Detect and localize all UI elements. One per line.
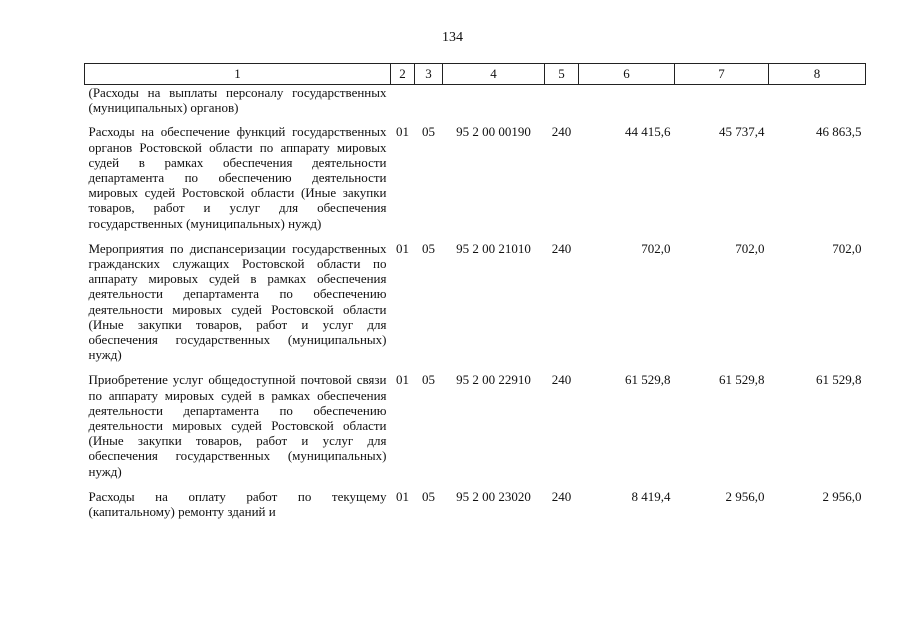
column-header-2: 2 — [391, 64, 415, 85]
row-target-code: 95 2 00 23020 — [456, 488, 531, 504]
table-row — [85, 85, 866, 123]
row-amount-col8: 702,0 — [832, 240, 862, 256]
row-section: 01 — [396, 240, 409, 256]
row-expense-type: 240 — [551, 372, 572, 388]
row-amount-col6: 8 419,4 — [631, 488, 671, 504]
row-amount-col8: 61 529,8 — [816, 372, 862, 388]
column-header-7: 7 — [675, 64, 769, 85]
row-section: 01 — [396, 488, 409, 504]
row-target-code: 95 2 00 22910 — [456, 372, 531, 388]
row-subsection: 05 — [422, 488, 435, 504]
row-amount-col7: 2 956,0 — [725, 488, 765, 504]
column-header-4: 4 — [443, 64, 545, 85]
row-expense-type: 240 — [551, 124, 572, 140]
row-target-code: 95 2 00 00190 — [456, 124, 531, 140]
column-header-5: 5 — [545, 64, 579, 85]
budget-table — [84, 63, 866, 527]
row-amount-col8: 2 956,0 — [822, 488, 862, 504]
row-amount-col6 — [579, 85, 675, 123]
row-amount-col7: 61 529,8 — [719, 372, 765, 388]
page-number: 134 — [442, 30, 463, 45]
row-section: 01 — [396, 372, 409, 388]
table-header-row — [85, 64, 866, 85]
row-amount-col7: 702,0 — [735, 240, 765, 256]
row-subsection: 05 — [422, 372, 435, 388]
table-row — [85, 122, 866, 238]
row-section: 01 — [396, 124, 409, 140]
row-amount-col7: 45 737,4 — [719, 124, 765, 140]
row-amount-col6: 702,0 — [641, 240, 671, 256]
column-header-1: 1 — [85, 64, 391, 85]
row-subsection: 05 — [422, 240, 435, 256]
row-amount-col6: 44 415,6 — [625, 124, 671, 140]
row-expense-type — [545, 85, 579, 123]
row-target-code: 95 2 00 21010 — [456, 240, 531, 256]
row-subsection: 05 — [422, 124, 435, 140]
column-header-6: 6 — [579, 64, 675, 85]
row-expense-type: 240 — [551, 488, 572, 504]
row-amount-col7 — [675, 85, 769, 123]
row-description: Мероприятия по диспансеризации государственных гражданских служащих Ростовской области по аппарату мировых судей в рамках обеспечения деятельности департамента по обеспечению деятельности мировых судей Ростовской области (Иные закупки товаров, работ и услуг для обеспечения государственных (муниципальных) нужд) — [88, 240, 387, 363]
row-description: Расходы на оплату работ по текущему (капитальному) ремонту зданий и — [88, 488, 387, 520]
row-section — [391, 85, 415, 123]
row-description: Расходы на обеспечение функций государственных органов Ростовской области по аппарату мировых судей в рамках обеспечения деятельности департамента по обеспечению деятельности мировых судей Ростовской области (Иные закупки товаров, работ и услуг для обеспечения государственных (муниципальных) нужд) — [88, 124, 387, 231]
row-expense-type: 240 — [551, 240, 572, 256]
row-subsection — [415, 85, 443, 123]
column-header-3: 3 — [415, 64, 443, 85]
column-header-8: 8 — [769, 64, 866, 85]
table-row — [85, 370, 866, 486]
row-description: Приобретение услуг общедоступной почтовой связи по аппарату мировых судей в рамках обеспечения деятельности департамента по обеспечению деятельности мировых судей Ростовской области (Иные закупки товаров, работ и услуг для обеспечения государственных (муниципальных) нужд) — [88, 372, 387, 479]
row-amount-col8: 46 863,5 — [816, 124, 862, 140]
table-row — [85, 239, 866, 371]
row-description: (Расходы на выплаты персоналу государственных (муниципальных) органов) — [88, 85, 387, 116]
row-amount-col6: 61 529,8 — [625, 372, 671, 388]
row-amount-col8 — [769, 85, 866, 123]
table-row — [85, 487, 866, 527]
row-target-code — [443, 85, 545, 123]
